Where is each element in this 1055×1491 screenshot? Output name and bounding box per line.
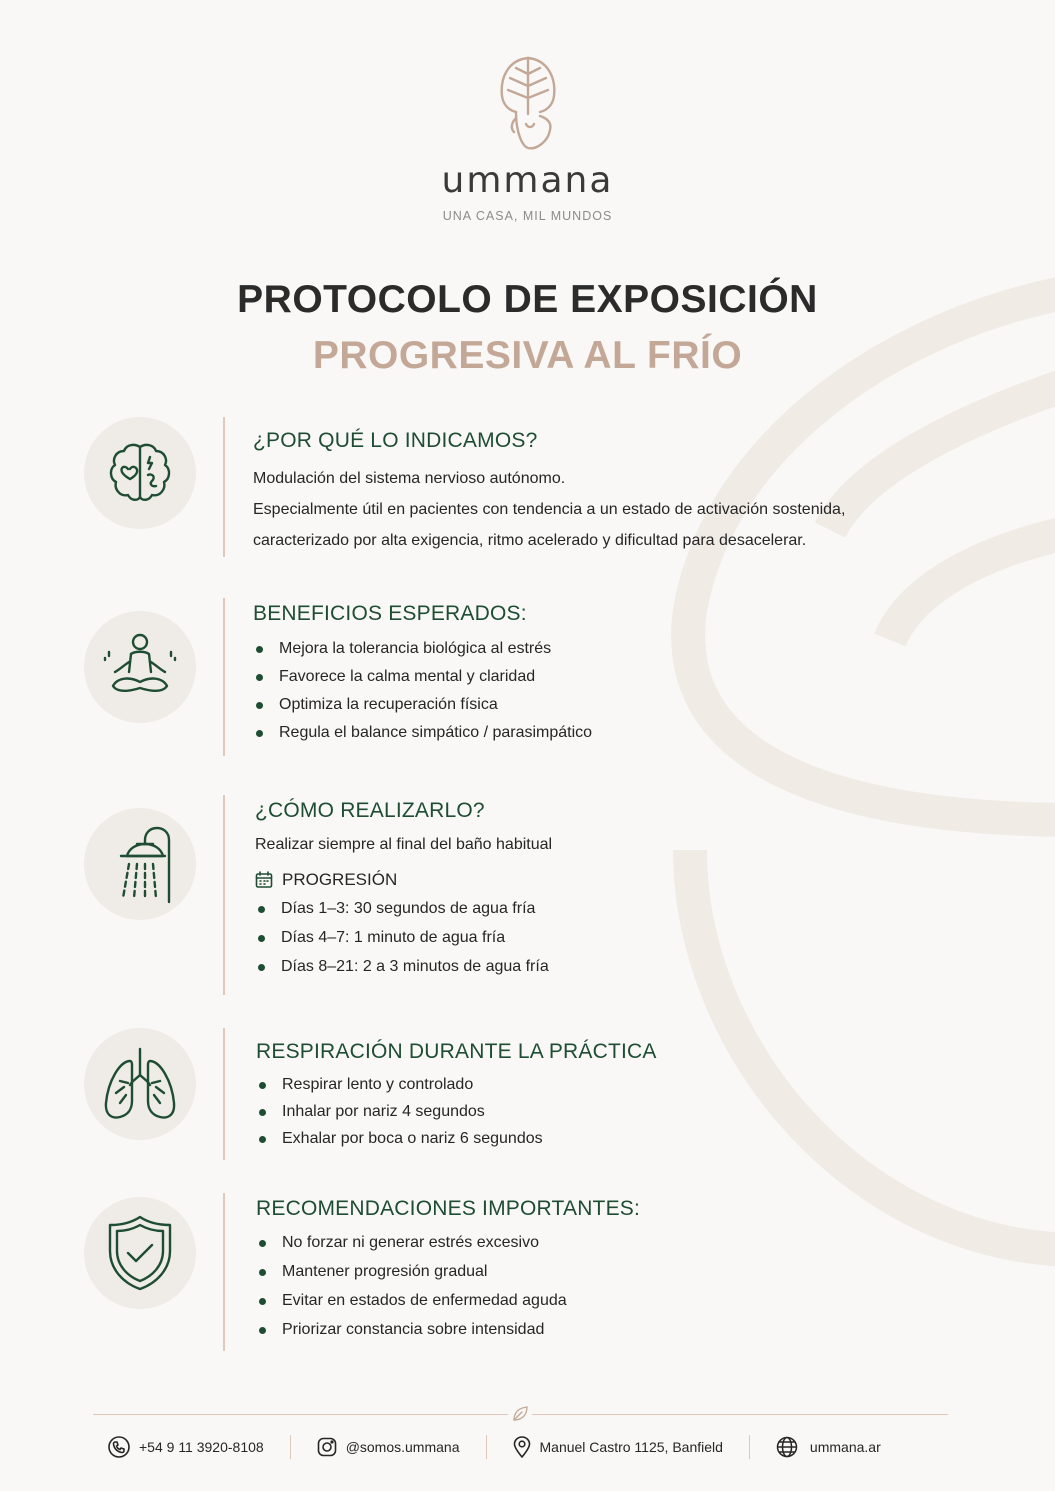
- list-item: Regula el balance simpático / parasimpático: [253, 724, 953, 742]
- meditation-icon-circle: [84, 611, 196, 723]
- list-item: Priorizar constancia sobre intensidad: [256, 1321, 956, 1339]
- footer-separator: [749, 1435, 750, 1459]
- contact-footer: [93, 1432, 948, 1462]
- how-intro: Realizar siempre al final del baño habitual: [255, 836, 553, 853]
- list-item: Mantener progresión gradual: [256, 1263, 956, 1281]
- section-benefits: [0, 598, 1055, 756]
- section-divider: [223, 795, 225, 995]
- brand-name: ummana: [441, 160, 614, 201]
- section-how: [0, 795, 1055, 995]
- section-divider: [223, 598, 225, 756]
- list-item: Días 8–21: 2 a 3 minutos de agua fría: [255, 958, 955, 976]
- list-item: Días 1–3: 30 segundos de agua fría: [255, 900, 955, 918]
- shower-icon-circle: [84, 808, 196, 920]
- footer-separator: [486, 1435, 487, 1459]
- section-title: ¿CÓMO REALIZARLO?: [255, 799, 485, 822]
- calendar-icon: [255, 871, 273, 889]
- footer-instagram[interactable]: [317, 1437, 460, 1457]
- title-line-2: PROGRESIVA AL FRÍO: [312, 334, 743, 377]
- section-divider: [223, 1028, 225, 1160]
- section-recommendations: [0, 1193, 1055, 1351]
- section-why: [0, 417, 1055, 557]
- list-item: Mejora la tolerancia biológica al estrés: [253, 640, 953, 658]
- list-item: Optimiza la recuperación física: [253, 696, 953, 714]
- list-item: Respirar lento y controlado: [256, 1076, 956, 1094]
- lungs-icon: [100, 1045, 180, 1123]
- instagram-text: @somos.ummana: [345, 1439, 460, 1455]
- shield-check-icon: [105, 1213, 175, 1293]
- brand-header: [0, 52, 1055, 223]
- section-divider: [223, 417, 225, 557]
- instagram-icon: [317, 1437, 337, 1457]
- list-item: Exhalar por boca o nariz 6 segundos: [256, 1130, 956, 1148]
- brain-icon-circle: [84, 417, 196, 529]
- section-title: BENEFICIOS ESPERADOS:: [253, 602, 527, 625]
- list-item: Inhalar por nariz 4 segundos: [256, 1103, 956, 1121]
- list-item: Días 4–7: 1 minuto de agua fría: [255, 929, 955, 947]
- location-pin-icon: [513, 1436, 531, 1458]
- footer-website[interactable]: [776, 1436, 881, 1458]
- list-item: No forzar ni generar estrés excesivo: [256, 1234, 956, 1252]
- footer-separator: [290, 1435, 291, 1459]
- footer-leaf-icon: [508, 1404, 532, 1424]
- brand-tagline: UNA CASA, MIL MUNDOS: [442, 209, 613, 223]
- phone-text: +54 9 11 3920-8108: [139, 1439, 264, 1455]
- why-text-line: Especialmente útil en pacientes con tendencia a un estado de activación sostenida,: [253, 501, 846, 518]
- footer-phone[interactable]: [108, 1436, 264, 1458]
- progression-heading: [255, 870, 955, 890]
- section-title: ¿POR QUÉ LO INDICAMOS?: [253, 429, 538, 452]
- list-item: Favorece la calma mental y claridad: [253, 668, 953, 686]
- list-item: Evitar en estados de enfermedad aguda: [256, 1292, 956, 1310]
- progression-label: PROGRESIÓN: [282, 870, 398, 889]
- brain-icon: [104, 437, 176, 509]
- address-text: Manuel Castro 1125, Banfield: [539, 1439, 723, 1455]
- title-line-1: PROTOCOLO DE EXPOSICIÓN: [237, 278, 818, 321]
- section-breathing: [0, 1028, 1055, 1160]
- why-text-line: caracterizado por alta exigencia, ritmo acelerado y dificultad para desacelerar.: [253, 532, 807, 549]
- globe-icon: [776, 1436, 798, 1458]
- shield-icon-circle: [84, 1197, 196, 1309]
- page-title: [0, 278, 1055, 378]
- ummana-logo-icon: [496, 52, 560, 154]
- lungs-icon-circle: [84, 1028, 196, 1140]
- why-text-line: Modulación del sistema nervioso autónomo.: [253, 470, 566, 487]
- section-title: RESPIRACIÓN DURANTE LA PRÁCTICA: [256, 1040, 657, 1063]
- section-title: RECOMENDACIONES IMPORTANTES:: [256, 1197, 641, 1220]
- phone-icon: [108, 1436, 130, 1458]
- shower-icon: [101, 824, 179, 904]
- website-text: ummana.ar: [809, 1439, 881, 1455]
- section-divider: [223, 1193, 225, 1351]
- footer-address[interactable]: [513, 1436, 723, 1458]
- meditation-icon: [101, 628, 179, 706]
